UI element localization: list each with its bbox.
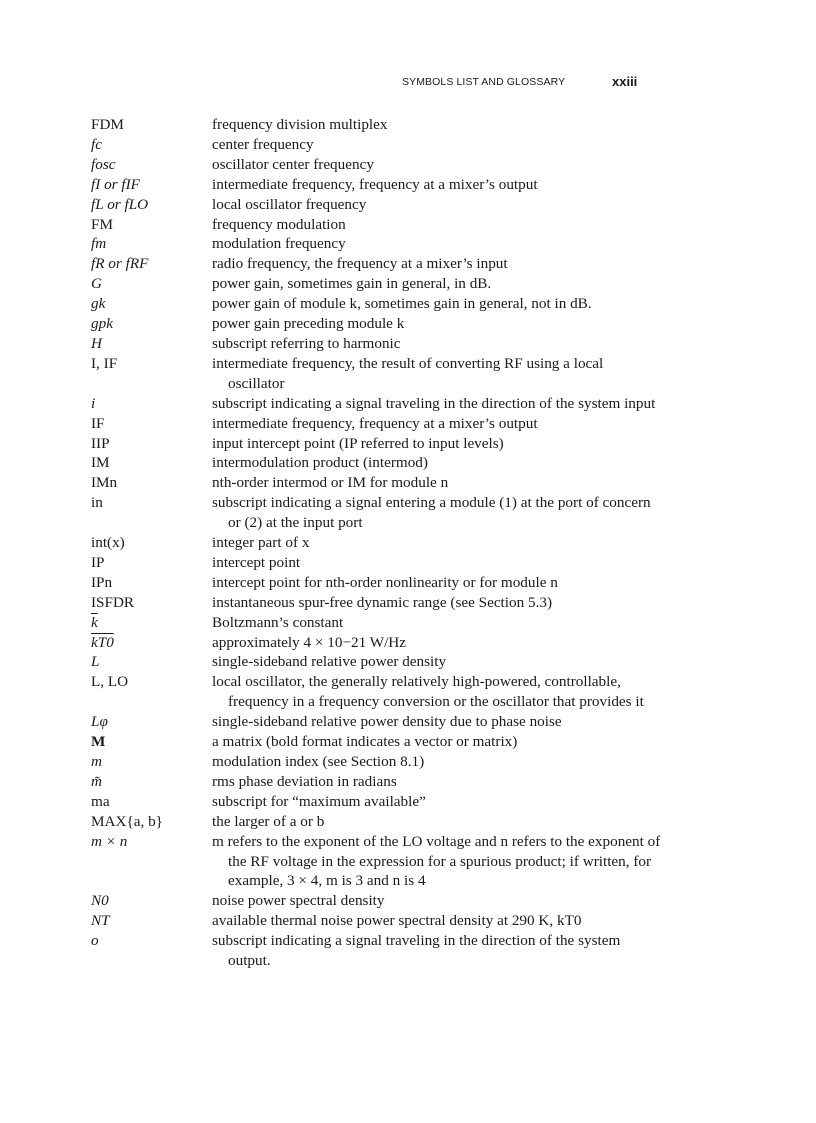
- glossary-entry: [91, 752, 661, 772]
- glossary-term: fm: [91, 235, 107, 253]
- glossary-entry: [91, 314, 661, 334]
- glossary-term: M: [91, 733, 106, 751]
- glossary-term: m × n: [91, 832, 128, 850]
- glossary-entry: [91, 394, 661, 414]
- glossary-definition: subscript indicating a signal entering a module (1) at the port of concern or (2) at the input port: [212, 494, 651, 532]
- glossary-term: fosc: [91, 155, 116, 173]
- glossary-term: IPn: [91, 573, 113, 591]
- glossary-list: [91, 115, 661, 971]
- glossary-entry: [91, 135, 661, 155]
- glossary-term: m̃: [91, 772, 102, 790]
- glossary-definition: oscillator center frequency: [212, 155, 374, 173]
- glossary-entry: [91, 215, 661, 235]
- glossary-definition: available thermal noise power spectral density at 290 K, kT0: [212, 912, 582, 930]
- glossary-definition: approximately 4 × 10−21 W/Hz: [212, 633, 406, 651]
- glossary-definition: single-sideband relative power density: [212, 653, 447, 671]
- glossary-definition: m refers to the exponent of the LO voltage and n refers to the exponent of the RF voltage in the expression for a spurious product; if written, for example, 3 × 4, m is 3 and n is 4: [212, 832, 661, 890]
- glossary-definition: intermediate frequency, the result of converting RF using a local oscillator: [212, 354, 604, 392]
- glossary-term: in: [91, 494, 103, 512]
- glossary-entry: [91, 772, 661, 792]
- glossary-entry: [91, 533, 661, 553]
- glossary-definition: subscript indicating a signal traveling in the direction of the system input: [212, 394, 656, 412]
- glossary-term: m: [91, 753, 102, 770]
- glossary-term: fI or fIF: [91, 175, 140, 193]
- glossary-term: H: [91, 334, 102, 352]
- glossary-definition: modulation index (see Section 8.1): [212, 753, 425, 770]
- glossary-entry: [91, 792, 661, 812]
- glossary-entry: [91, 712, 661, 732]
- glossary-entry: [91, 931, 661, 971]
- glossary-term: IMn: [91, 474, 118, 492]
- glossary-term: FM: [91, 215, 113, 233]
- glossary-term: IP: [91, 553, 105, 571]
- glossary-entry: [91, 652, 661, 672]
- glossary-definition: instantaneous spur-free dynamic range (see Section 5.3): [212, 593, 553, 611]
- glossary-term: MAX{a, b}: [91, 812, 163, 830]
- glossary-entry: [91, 234, 661, 254]
- glossary-entry: [91, 593, 661, 613]
- glossary-entry: [91, 254, 661, 274]
- glossary-definition: frequency modulation: [212, 215, 346, 233]
- glossary-term: int(x): [91, 534, 125, 552]
- glossary-term: o: [91, 932, 99, 950]
- glossary-term: gk: [91, 295, 106, 313]
- glossary-definition: subscript indicating a signal traveling in the direction of the system output.: [212, 932, 621, 970]
- glossary-entry: [91, 115, 661, 135]
- glossary-term: ISFDR: [91, 593, 135, 611]
- glossary-definition: subscript for “maximum available”: [212, 792, 426, 810]
- glossary-entry: [91, 493, 661, 533]
- glossary-entry: [91, 354, 661, 394]
- glossary-definition: integer part of x: [212, 534, 310, 552]
- page-number: xxiii: [612, 74, 638, 89]
- glossary-entry: [91, 613, 661, 633]
- glossary-term: gpk: [91, 315, 113, 333]
- glossary-entry: [91, 891, 661, 911]
- glossary-entry: [91, 294, 661, 314]
- glossary-term: G: [91, 275, 102, 293]
- glossary-term: I, IF: [91, 354, 118, 372]
- glossary-entry: [91, 633, 661, 653]
- glossary-entry: [91, 473, 661, 493]
- glossary-entry: [91, 453, 661, 473]
- glossary-definition: power gain of module k, sometimes gain in general, not in dB.: [212, 295, 592, 313]
- glossary-term: fR or fRF: [91, 255, 149, 273]
- glossary-term: N0: [91, 892, 109, 910]
- glossary-term: fc: [91, 135, 102, 153]
- glossary-definition: a matrix (bold format indicates a vector or matrix): [212, 733, 518, 751]
- glossary-entry: [91, 812, 661, 832]
- glossary-definition: power gain, sometimes gain in general, in dB.: [212, 275, 492, 293]
- glossary-entry: [91, 334, 661, 354]
- glossary-term: i: [91, 394, 96, 412]
- glossary-definition: local oscillator, the generally relatively high-powered, controllable, frequency in a frequency conversion or the oscillator that provides it: [212, 673, 644, 711]
- glossary-term: L, LO: [91, 673, 129, 691]
- running-header: [0, 74, 816, 94]
- glossary-term: NT: [91, 912, 110, 930]
- glossary-definition: intermediate frequency, frequency at a mixer’s output: [212, 414, 538, 432]
- glossary-entry: [91, 195, 661, 215]
- glossary-definition: rms phase deviation in radians: [212, 772, 397, 790]
- glossary-definition: intermediate frequency, frequency at a mixer’s output: [212, 175, 538, 193]
- glossary-entry: [91, 274, 661, 294]
- glossary-definition: intercept point for nth-order nonlinearity or for module n: [212, 573, 558, 591]
- glossary-entry: [91, 155, 661, 175]
- glossary-term: FDM: [91, 116, 124, 133]
- glossary-term: ma: [91, 792, 110, 810]
- glossary-entry: [91, 832, 661, 892]
- glossary-definition: subscript referring to harmonic: [212, 334, 401, 352]
- running-title: SYMBOLS LIST AND GLOSSARY: [402, 76, 566, 88]
- glossary-definition: intermodulation product (intermod): [212, 454, 428, 472]
- glossary-definition: Boltzmann’s constant: [212, 613, 344, 631]
- glossary-entry: [91, 573, 661, 593]
- glossary-entry: [91, 911, 661, 931]
- glossary-definition: input intercept point (IP referred to input levels): [212, 434, 504, 452]
- glossary-entry: [91, 414, 661, 434]
- glossary-definition: single-sideband relative power density due to phase noise: [212, 713, 562, 731]
- glossary-term: fL or fLO: [91, 195, 149, 213]
- glossary-term: kT0: [91, 633, 114, 651]
- glossary-entry: [91, 553, 661, 573]
- glossary-term: Lφ: [91, 713, 108, 731]
- glossary-definition: frequency division multiplex: [212, 116, 388, 133]
- glossary-definition: modulation frequency: [212, 235, 346, 253]
- glossary-entry: [91, 175, 661, 195]
- glossary-entry: [91, 732, 661, 752]
- glossary-term: IM: [91, 454, 110, 472]
- glossary-definition: local oscillator frequency: [212, 195, 367, 213]
- glossary-definition: noise power spectral density: [212, 892, 385, 910]
- glossary-definition: power gain preceding module k: [212, 315, 405, 333]
- glossary-entry: [91, 672, 661, 712]
- glossary-definition: radio frequency, the frequency at a mixer’s input: [212, 255, 508, 273]
- glossary-definition: intercept point: [212, 553, 301, 571]
- glossary-term: IIP: [91, 434, 110, 452]
- glossary-definition: nth-order intermod or IM for module n: [212, 474, 449, 492]
- glossary-term: $\overline{k}$: [91, 613, 98, 631]
- glossary-definition: the larger of a or b: [212, 812, 325, 830]
- glossary-entry: [91, 434, 661, 454]
- glossary-term: IF: [91, 414, 105, 432]
- glossary-definition: center frequency: [212, 135, 314, 153]
- glossary-term: L: [91, 653, 100, 671]
